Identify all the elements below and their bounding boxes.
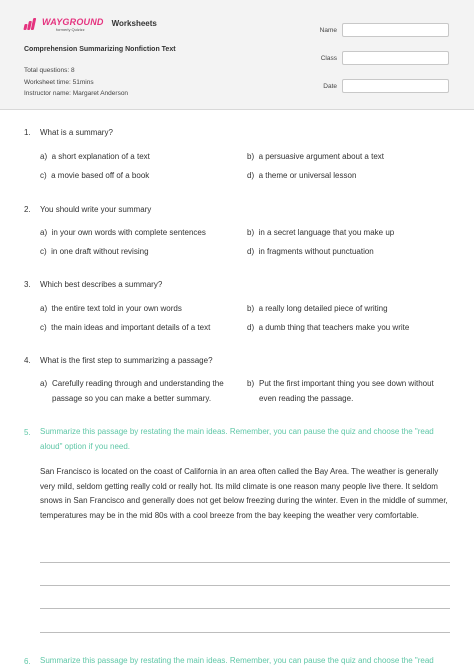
option-letter: a) [40,228,48,237]
option-a[interactable] [40,302,182,317]
option-text: a dumb thing that teachers make you write [258,323,410,332]
logo-title: Worksheets [111,19,157,28]
option-text: a movie based off of a book [51,171,150,180]
question-number: 6. [24,657,31,666]
option-text: a theme or universal lesson [258,171,357,180]
option-text-line1: Carefully reading through and understanding the [52,379,224,388]
option-d[interactable] [247,245,374,260]
option-c[interactable] [40,169,149,184]
answer-line[interactable] [40,632,450,633]
answer-line[interactable] [40,562,450,563]
logo-mark-icon [24,18,40,30]
question-text: What is the first step to summarizing a passage? [40,356,213,365]
option-letter: a) [40,379,48,388]
option-letter: b) [247,228,255,237]
option-letter: d) [247,247,255,256]
question-number: 4. [24,356,31,365]
option-text: a short explanation of a text [51,152,150,161]
option-letter: a) [40,304,48,313]
option-text-line2: even reading the passage. [259,393,354,403]
option-letter: c) [40,323,47,332]
option-letter: b) [247,152,255,161]
question-text: You should write your summary [40,205,152,214]
date-label: Date [323,83,337,90]
class-field[interactable] [342,51,449,65]
option-text: a persuasive argument about a text [258,152,384,161]
option-a[interactable] [40,226,206,241]
option-text-line2: passage so you can make a better summary. [52,393,212,403]
wayground-logo [24,18,157,32]
worksheet-header [0,0,474,110]
option-b[interactable] [247,226,394,241]
option-a[interactable] [40,150,150,165]
option-letter: a) [40,152,48,161]
option-text: in fragments without punctuation [258,247,374,256]
question-text: Which best describes a summary? [40,280,163,289]
option-b[interactable] [247,377,452,406]
answer-line[interactable] [40,585,450,586]
option-letter: d) [247,171,255,180]
option-d[interactable] [247,169,356,184]
question-number: 1. [24,128,31,137]
option-d[interactable] [247,321,409,336]
question-text: What is a summary? [40,128,113,137]
option-text: the entire text told in your own words [51,304,182,313]
option-text: the main ideas and important details of a text [51,323,211,332]
question-number: 3. [24,280,31,289]
date-field[interactable] [342,79,449,93]
option-text: in one draft without revising [51,247,149,256]
question-number: 5. [24,428,31,437]
option-letter: b) [247,304,255,313]
option-text: in your own words with complete sentences [51,228,206,237]
option-letter: d) [247,323,255,332]
question-number: 2. [24,205,31,214]
option-text: in a secret language that you make up [258,228,395,237]
reading-passage: San Francisco is located on the coast of California in an area often called the Bay Area. The weather is generally very mild, seldom getting really cold or really hot. Its mild climate is one reason many people live there. It seldom snows in San Francisco and generally does not get below freezing during the winter. Even in the middle of summer, temperatures may be in the mid 80s with a cool breeze from the bay keeping the weather very comfortable. [40,467,448,520]
total-questions: Total questions: 8 [24,67,75,74]
option-c[interactable] [40,245,149,260]
option-b[interactable] [247,150,384,165]
option-letter: c) [40,171,47,180]
worksheet-title: Comprehension Summarizing Nonfiction Text [24,46,176,53]
logo-subtitle: formerly Quizizz [56,27,85,32]
answer-line[interactable] [40,608,450,609]
class-label: Class [320,55,337,62]
instructor-name: Instructor name: Margaret Anderson [24,90,129,97]
question-prompt: Summarize this passage by restating the main ideas. Remember, you can pause the quiz and choose the "read aloud" option if you need. [40,427,434,451]
option-b[interactable] [247,302,388,317]
question-prompt: Summarize this passage by restating the main ideas. Remember, you can pause the quiz and choose the "read [40,656,434,665]
worksheet-time: Worksheet time: 51mins [24,79,94,86]
logo-name: WAYGROUND [42,17,104,27]
name-label: Name [319,27,337,34]
option-c[interactable] [40,321,210,336]
name-field[interactable] [342,23,449,37]
option-letter: b) [247,379,255,388]
option-a[interactable] [40,377,240,406]
option-text: a really long detailed piece of writing [258,304,388,313]
option-letter: c) [40,247,47,256]
option-text-line1: Put the first important thing you see down without [259,379,434,388]
